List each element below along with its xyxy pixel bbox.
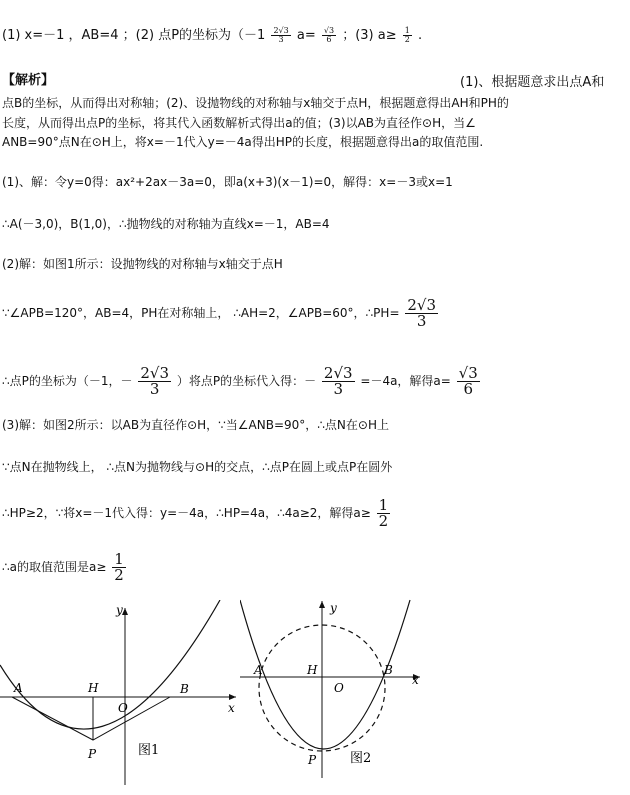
- x-label: x: [412, 673, 419, 687]
- y-label: y: [330, 601, 337, 615]
- point-b-label: B: [384, 663, 393, 677]
- frac-denominator: 3: [149, 380, 160, 398]
- frac-denominator: 2: [378, 512, 389, 530]
- analysis-line-3: ANB=90°点N在⊙H上，将x=－1代入y=－4a得出HP的长度，根据题意得出a的取值范围.: [2, 135, 484, 149]
- frac-numerator: √3: [323, 26, 335, 35]
- ph-fraction: [405, 298, 438, 329]
- origin-label: O: [334, 681, 344, 695]
- solution-line-3: (2)解：如图1所示：设抛物线的对称轴与x轴交于点H: [2, 257, 283, 271]
- solution-text: =－4a，解得a=: [360, 374, 451, 388]
- range-fraction: [112, 552, 126, 583]
- analysis-heading: 【解析】: [2, 73, 55, 88]
- point-h-label: H: [88, 681, 99, 695]
- origin-label: O: [118, 701, 128, 715]
- solution-line-2: ∴A(－3,0)，B(1,0)，∴抛物线的对称轴为直线x=－1，AB=4: [2, 217, 330, 231]
- figure-1-caption: 图1: [138, 743, 160, 758]
- parabola: [0, 600, 220, 729]
- point-p-label: P: [308, 753, 317, 767]
- solution-line-6: (3)解：如图2所示：以AB为直径作⊙H，∵当∠ANB=90°，∴点N在⊙H上: [2, 418, 389, 432]
- analysis-line-2: 长度，从而得出点P的坐标，将其代入函数解析式得出a的值；(3)以AB为直径作⊙H，当∠: [2, 116, 476, 130]
- point-h-label: H: [307, 663, 318, 677]
- frac-numerator: 2√3: [273, 26, 289, 35]
- figure-2-caption: 图2: [350, 751, 372, 766]
- point-b-label: B: [180, 682, 189, 696]
- point-p-label: P: [88, 747, 97, 761]
- figure-2: [240, 598, 430, 783]
- figure-1: [0, 600, 240, 785]
- frac-numerator: 1: [378, 496, 389, 514]
- frac-numerator: √3: [458, 364, 478, 382]
- a-value-fraction: [457, 366, 480, 397]
- frac-numerator: 2√3: [323, 364, 353, 382]
- frac-denominator: 3: [333, 380, 343, 398]
- frac-denominator: 3: [278, 35, 284, 44]
- solution-line-7: ∵点N在抛物线上， ∴点N为抛物线与⊙H的交点，∴点P在圆上或点P在圆外: [2, 460, 393, 474]
- analysis-side: (1)、根据题意求出点A和: [460, 75, 605, 90]
- frac-denominator: 6: [326, 35, 332, 44]
- answer-fraction-1: [271, 27, 290, 44]
- point-a-label: A: [254, 663, 263, 677]
- triangle-apb: [12, 697, 170, 740]
- solution-line-4: [2, 298, 440, 329]
- answer-fraction-3: [403, 27, 412, 44]
- solution-text: ∵∠APB=120°，AB=4，PH在对称轴上， ∴AH=2，∠APB=60°，∴PH=: [2, 306, 400, 320]
- frac-numerator: 2√3: [407, 296, 436, 314]
- x-label: x: [228, 701, 235, 715]
- y-axis-arrow: [122, 608, 128, 615]
- answer-text-5: .: [417, 28, 423, 43]
- p-coord-fraction: [138, 366, 171, 397]
- solution-line-9: [2, 552, 128, 583]
- frac-denominator: 2: [404, 35, 410, 44]
- solution-text: ∴a的取值范围是a≥: [2, 560, 107, 574]
- substitute-fraction: [322, 366, 355, 397]
- solution-line-5: [2, 366, 482, 397]
- answer-fraction-2: [322, 27, 336, 44]
- frac-denominator: 3: [416, 312, 427, 330]
- solution-text: ∴点P的坐标为（－1，－: [2, 374, 133, 388]
- answer-text-4: ；(3) a≥: [342, 28, 397, 43]
- point-a-label: A: [14, 681, 23, 695]
- solution-line-8: [2, 498, 392, 529]
- analysis-line-1: 点B的坐标，从而得出对称轴；(2)、设抛物线的对称轴与x轴交于点H，根据题意得出AH和PH的: [2, 96, 509, 110]
- frac-denominator: 2: [114, 566, 124, 584]
- answer-line: [2, 27, 422, 45]
- x-axis-arrow: [229, 694, 236, 700]
- solution-text: ∴HP≥2，∵将x=－1代入得：y=－4a，∴HP=4a，∴4a≥2，解得a≥: [2, 506, 371, 520]
- frac-denominator: 6: [463, 380, 473, 398]
- frac-numerator: 2√3: [140, 364, 169, 382]
- y-label: y: [116, 603, 123, 617]
- frac-numerator: 1: [404, 26, 410, 35]
- answer-text-3: a=: [296, 28, 316, 43]
- frac-numerator: 1: [114, 550, 124, 568]
- half-fraction: [377, 498, 391, 529]
- y-axis-arrow: [319, 601, 325, 608]
- solution-line-1: (1)、解：令y=0得：ax²+2ax－3a=0，即a(x+3)(x－1)=0，解得：x=－3或x=1: [2, 175, 453, 189]
- solution-text: ）将点P的坐标代入得：－: [176, 374, 317, 388]
- answer-text-1: (1) x=－1 ，AB=4 ；(2) 点P的坐标为（－1: [2, 28, 266, 43]
